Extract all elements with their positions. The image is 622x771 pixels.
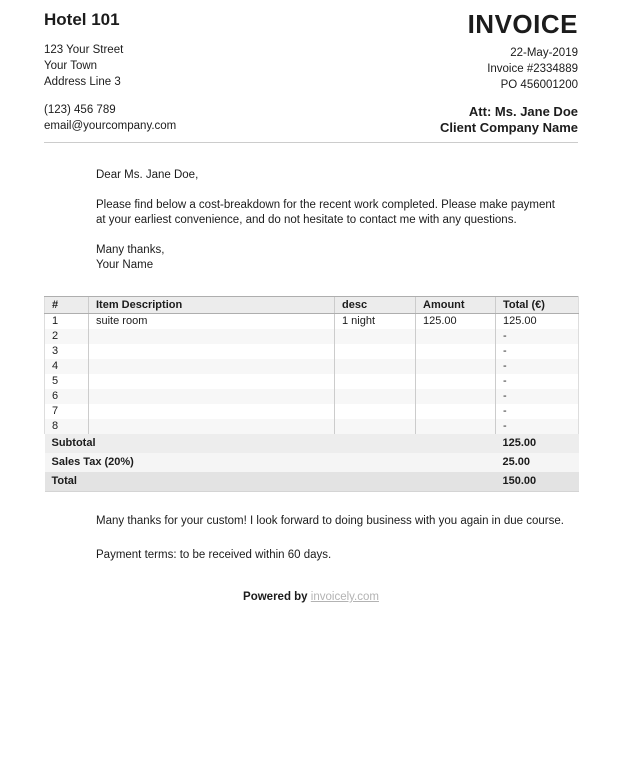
invoice-table xyxy=(44,296,579,492)
cell-total: - xyxy=(496,359,579,374)
cell-number: 5 xyxy=(45,374,89,389)
table-row xyxy=(45,419,579,434)
summary-value: 125.00 xyxy=(502,437,537,449)
cell-desc xyxy=(335,404,416,419)
cell-amount: 125.00 xyxy=(416,314,496,330)
cell-amount xyxy=(416,404,496,419)
cell-desc xyxy=(335,329,416,344)
cell-amount xyxy=(416,419,496,434)
table-header-row xyxy=(45,297,579,314)
invoice-meta-block xyxy=(440,10,578,136)
cell-item-description xyxy=(89,359,335,374)
address-line: Address Line 3 xyxy=(44,76,121,88)
cell-desc xyxy=(335,419,416,434)
cell-number: 6 xyxy=(45,389,89,404)
cell-total: - xyxy=(496,389,579,404)
table-row xyxy=(45,404,579,419)
letter-paragraph xyxy=(96,198,578,228)
cell-item-description xyxy=(89,389,335,404)
address-line: 123 Your Street xyxy=(44,44,124,56)
table-row xyxy=(45,374,579,389)
cell-number: 8 xyxy=(45,419,89,434)
table-row xyxy=(45,329,579,344)
cell-item-description xyxy=(89,344,335,359)
cell-number: 3 xyxy=(45,344,89,359)
closing-notes xyxy=(96,514,578,563)
company-phone: (123) 456 789 xyxy=(44,104,116,116)
closing-thanks: Many thanks for your custom! I look forward to doing business with you again in due course. xyxy=(96,515,564,527)
cell-desc xyxy=(335,374,416,389)
cell-total: - xyxy=(496,404,579,419)
table-row xyxy=(45,344,579,359)
cell-item-description xyxy=(89,419,335,434)
letter-paragraph-line: Please find below a cost-breakdown for the recent work completed. Please make payment xyxy=(96,199,555,211)
invoice-title: INVOICE xyxy=(467,9,578,39)
company-block xyxy=(44,10,176,134)
cell-total: - xyxy=(496,419,579,434)
invoice-meta xyxy=(440,45,578,93)
footer xyxy=(44,591,578,603)
client-block xyxy=(440,104,578,136)
cell-total: - xyxy=(496,344,579,359)
header-divider xyxy=(44,142,578,143)
company-email: email@yourcompany.com xyxy=(44,120,177,132)
header-cell-amount: Amount xyxy=(416,297,496,314)
cell-total: 125.00 xyxy=(496,314,579,330)
cell-number: 1 xyxy=(45,314,89,330)
cell-amount xyxy=(416,329,496,344)
address-line: Your Town xyxy=(44,60,98,72)
cell-number: 2 xyxy=(45,329,89,344)
summary-label: Sales Tax (20%) xyxy=(51,456,134,468)
cell-desc: 1 night xyxy=(335,314,416,330)
header-cell-total: Total (€) xyxy=(496,297,579,314)
client-name: Client Company Name xyxy=(440,120,578,135)
table-row xyxy=(45,359,579,374)
cell-amount xyxy=(416,359,496,374)
powered-by-label: Powered by xyxy=(243,591,308,603)
table-row xyxy=(45,389,579,404)
invoice-table-body xyxy=(45,314,579,492)
letter-body xyxy=(96,168,578,273)
cell-desc xyxy=(335,359,416,374)
summary-row xyxy=(45,434,579,453)
letter-signature: Your Name xyxy=(96,259,154,271)
cell-desc xyxy=(335,389,416,404)
cell-number: 7 xyxy=(45,404,89,419)
header-cell-desc: desc xyxy=(335,297,416,314)
summary-label: Total xyxy=(51,475,77,487)
letter-paragraph-line: at your earliest convenience, and do not hesitate to contact me with any questions. xyxy=(96,214,517,226)
invoice-date: 22-May-2019 xyxy=(510,47,578,59)
summary-row xyxy=(45,472,579,492)
summary-value: 150.00 xyxy=(502,475,537,487)
po-number: PO 456001200 xyxy=(500,79,578,91)
cell-item-description xyxy=(89,404,335,419)
cell-item-description xyxy=(89,374,335,389)
attention-line: Att: Ms. Jane Doe xyxy=(468,104,578,119)
cell-amount xyxy=(416,389,496,404)
cell-total: - xyxy=(496,374,579,389)
cell-amount xyxy=(416,344,496,359)
payment-terms: Payment terms: to be received within 60 days. xyxy=(96,549,332,561)
letter-closing: Many thanks, xyxy=(96,244,165,256)
cell-item-description xyxy=(89,329,335,344)
cell-desc xyxy=(335,344,416,359)
cell-total: - xyxy=(496,329,579,344)
cell-amount xyxy=(416,374,496,389)
company-address xyxy=(44,42,176,90)
summary-value: 25.00 xyxy=(502,456,531,468)
letter-closing-block xyxy=(96,243,578,273)
letter-salutation: Dear Ms. Jane Doe, xyxy=(96,169,199,181)
summary-label: Subtotal xyxy=(51,437,96,449)
cell-item-description: suite room xyxy=(89,314,335,330)
invoice-number: Invoice #2334889 xyxy=(487,63,578,75)
company-name: Hotel 101 xyxy=(44,10,120,29)
header-cell-number: # xyxy=(45,297,89,314)
cell-number: 4 xyxy=(45,359,89,374)
header-cell-item-description: Item Description xyxy=(89,297,335,314)
company-contact xyxy=(44,102,176,134)
invoice-header xyxy=(44,0,578,142)
table-row xyxy=(45,314,579,330)
summary-row xyxy=(45,453,579,472)
powered-by-link[interactable]: invoicely.com xyxy=(310,591,379,603)
